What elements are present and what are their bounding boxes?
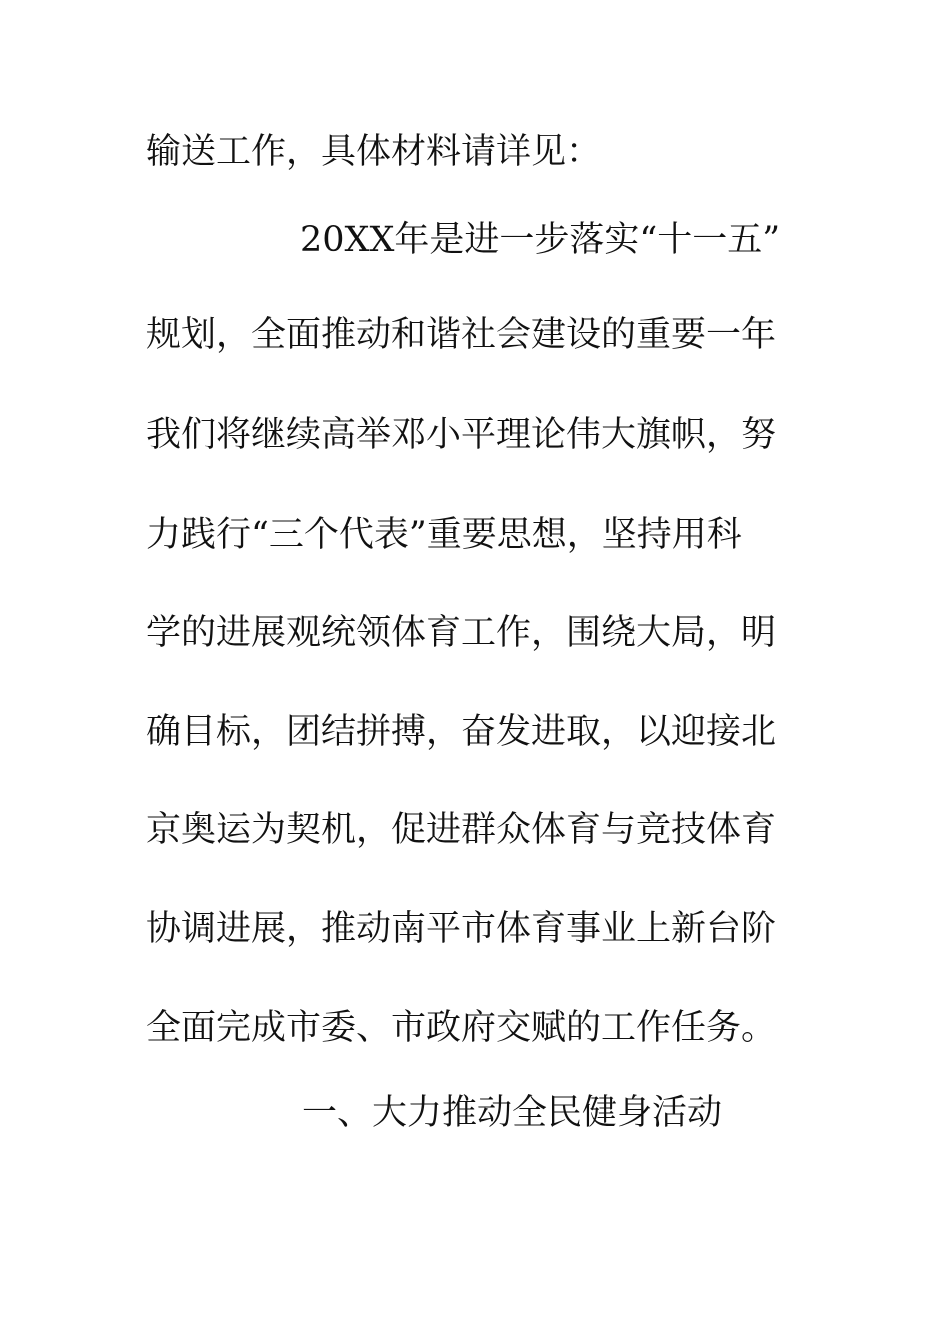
text-line-3: 规划，全面推动和谐社会建设的重要一年 <box>146 315 777 355</box>
text-line-5: 力践行“三个代表”重要思想，坚持用科 <box>146 515 742 555</box>
section-heading: 一、大力推动全民健身活动 <box>302 1093 723 1133</box>
text-line-9: 协调进展，推动南平市体育事业上新台阶 <box>146 909 777 949</box>
text-line-1: 输送工作，具体材料请详见： <box>146 132 602 172</box>
text-line-6: 学的进展观统领体育工作，围绕大局，明 <box>146 613 777 653</box>
text-line-10: 全面完成市委、市政府交赋的工作任务。 <box>146 1008 777 1048</box>
text-line-8: 京奥运为契机，促进群众体育与竞技体育 <box>146 810 777 850</box>
text-line-4: 我们将继续高举邓小平理论伟大旗帜，努 <box>146 415 777 455</box>
text-line-7: 确目标，团结拼搏，奋发进取，以迎接北 <box>146 712 777 752</box>
text-line-2-paragraph-start: 20XX年是进一步落实“十一五” <box>300 220 781 260</box>
